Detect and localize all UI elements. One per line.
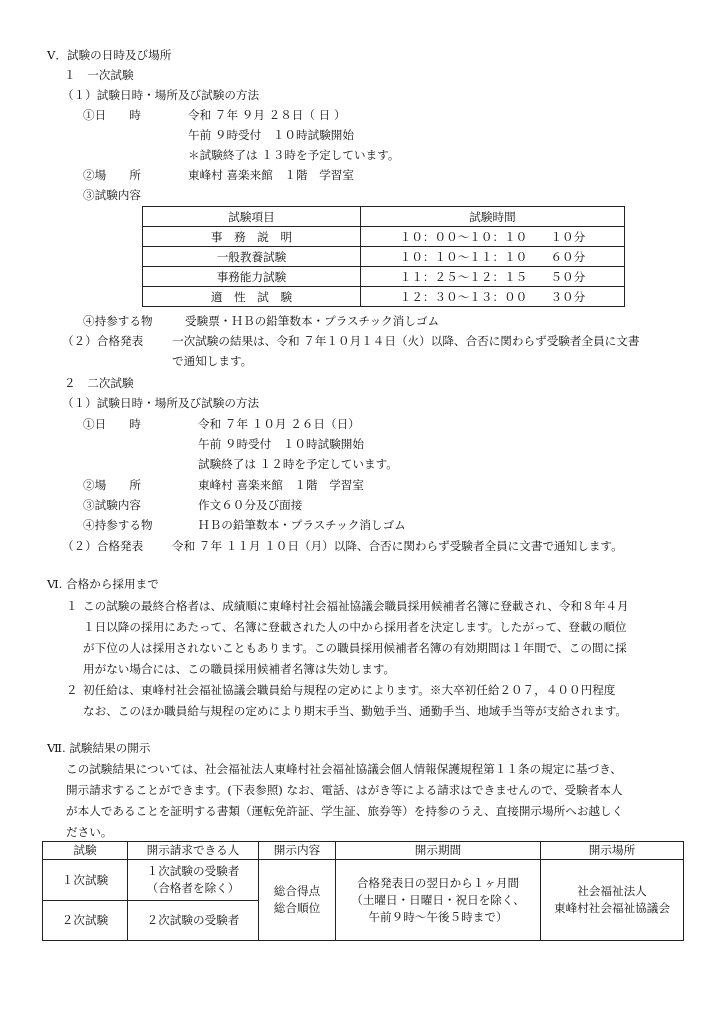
exam-time: １０：００〜１０：１０ １０分 [361,227,625,247]
item2-number: ２ [66,683,78,697]
table-row [143,247,625,267]
content-line: 総合順位 [273,901,321,915]
exam-time: １２：３０〜１３：００ ３０分 [361,287,625,307]
place-line: 社会福祉法人 [577,884,647,898]
first-pass-line1: 一次試験の結果は、令和 ７年１０月１４日（火）以降、合否に関わらず受験者全員に文書 [172,334,640,348]
item2-line: なお、このほか職員給与規程の定めにより期末手当、勤勉手当、通勤手当、地域手当等が支給されます。 [83,704,627,718]
item1-line: １日以降の採用にあたって、名簿に登載された人の中から採用者を決定します。したがって、登載の順位 [83,620,627,634]
place-line: 東峰村社会福祉協議会 [554,901,670,915]
section-7-title: Ⅶ. 試験結果の開示 [47,741,151,755]
first-bring-label: ④持参する物 [83,314,153,328]
row2-person: ２次試験の受験者 [128,901,259,941]
table-row [143,227,625,247]
section-5-title: Ⅴ．試験の日時及び場所 [47,48,172,62]
first-exam-heading: １ 一次試験 [64,68,134,82]
second-pass-line: 令和 ７年 １１月 １０日（月）以降、合否に関わらず受験者全員に文書で通知します。 [172,539,623,553]
period-line: 午前９時〜午後５時まで） [368,909,508,924]
header-content: 開示内容 [259,842,336,860]
table-row [143,267,625,287]
second-exam-heading: ２ 二次試験 [64,376,134,390]
second-date: 令和 ７年 １０月 ２６日（日） [198,417,360,431]
row1-person [128,860,259,901]
first-exam-schedule-table [142,206,625,307]
period-line: 合格発表日の翌日から１ヶ月間 [356,875,520,890]
first-reception: 午前 ９時受付 １０時試験開始 [188,128,354,142]
header-requester: 開示請求できる人 [128,842,259,860]
item1-line: 用がない場合には、この職員採用候補者名簿は失効します。 [83,662,396,676]
first-bring: 受験票・ＨＢの鉛筆数本・プラスチック消しゴム [185,314,440,328]
header-exam: 試験 [43,842,128,860]
second-pass-label: （２）合格発表 [62,539,144,553]
disclosure-place [541,860,684,941]
item1-line: が下位の人は採用されないこともあります。この職員採用候補者名簿の有効期間は１年間で、この間に採 [83,641,627,655]
second-bring-label: ④持参する物 [83,518,153,532]
exam-item: 一般教養試験 [143,247,361,267]
first-end-note: ＊試験終了は １３時を予定しています。 [188,148,400,162]
first-exam-datetime-heading: （１）試験日時・場所及び試験の方法 [62,88,260,102]
exam-item: 事 務 説 明 [143,227,361,247]
table-row [43,860,684,901]
disclosure-line: ださい。 [66,825,113,839]
exam-time: １１：２５〜１２：１５ ５０分 [361,267,625,287]
header-exam-time: 試験時間 [361,207,625,227]
table-header-row [143,207,625,227]
row1-person-line: １次試験の受験者 [146,864,240,878]
first-content-label: ③試験内容 [83,188,141,202]
exam-item: 事務能力試験 [143,267,361,287]
header-place: 開示場所 [541,842,684,860]
first-date: 令和 ７年 ９月 ２８日（ 日 ） [188,108,346,122]
exam-item: 適 性 試 験 [143,287,361,307]
period-line: （土曜日・日曜日・祝日を除く、 [351,892,525,907]
first-date-label: ①日 時 [83,108,141,122]
second-bring: ＨＢの鉛筆数本・プラスチック消しゴム [198,518,406,532]
item1-number: １ [66,599,78,613]
table-header-row [43,842,684,860]
table-row [143,287,625,307]
second-content: 作文６０分及び面接 [198,498,303,512]
second-content-label: ③試験内容 [83,498,141,512]
disclosure-line: が本人であることを証明する書類（運転免許証、学生証、旅券等）を持参のうえ、直接開示場所へお越しく [66,804,624,818]
row2-exam: ２次試験 [43,901,128,941]
disclosure-table [42,841,684,941]
disclosure-content [259,860,336,941]
disclosure-line: 開示請求することができます。(下表参照) なお、電話、はがき等による請求はできませんので、受験者本人 [66,783,623,797]
row1-person-line: （合格者を除く） [146,881,240,895]
second-date-label: ①日 時 [83,417,141,431]
header-period: 開示期間 [336,842,541,860]
content-line: 総合得点 [273,884,321,898]
first-pass-line2: で通知します。 [172,354,253,368]
second-place: 東峰村 喜楽来館 １階 学習室 [198,478,364,492]
first-place: 東峰村 喜楽来館 １階 学習室 [188,168,354,182]
second-exam-datetime-heading: （１）試験日時・場所及び試験の方法 [62,396,260,410]
second-place-label: ②場 所 [83,478,141,492]
section-6-title: Ⅵ. 合格から採用まで [47,577,159,591]
item1-line: この試験の最終合格者は、成績順に東峰村社会福祉協議会職員採用候補者名簿に登載され、令和８年４月 [83,599,629,613]
second-end-note: 試験終了は １２時を予定しています。 [198,457,398,471]
header-exam-item: 試験項目 [143,207,361,227]
second-reception: 午前 ９時受付 １０時試験開始 [198,437,364,451]
exam-time: １０：１０〜１１：１０ ６０分 [361,247,625,267]
item2-line: 初任給は、東峰村社会福祉協議会職員給与規程の定めによります。※大卒初任給２０７，４００円程度 [83,683,616,697]
disclosure-period [336,860,541,941]
row1-exam: １次試験 [43,860,128,901]
disclosure-line: この試験結果については、社会福祉法人東峰村社会福祉協議会個人情報保護規程第１１条の規定に基づき、 [66,762,622,776]
first-place-label: ②場 所 [83,168,141,182]
first-pass-label: （２）合格発表 [62,334,144,348]
